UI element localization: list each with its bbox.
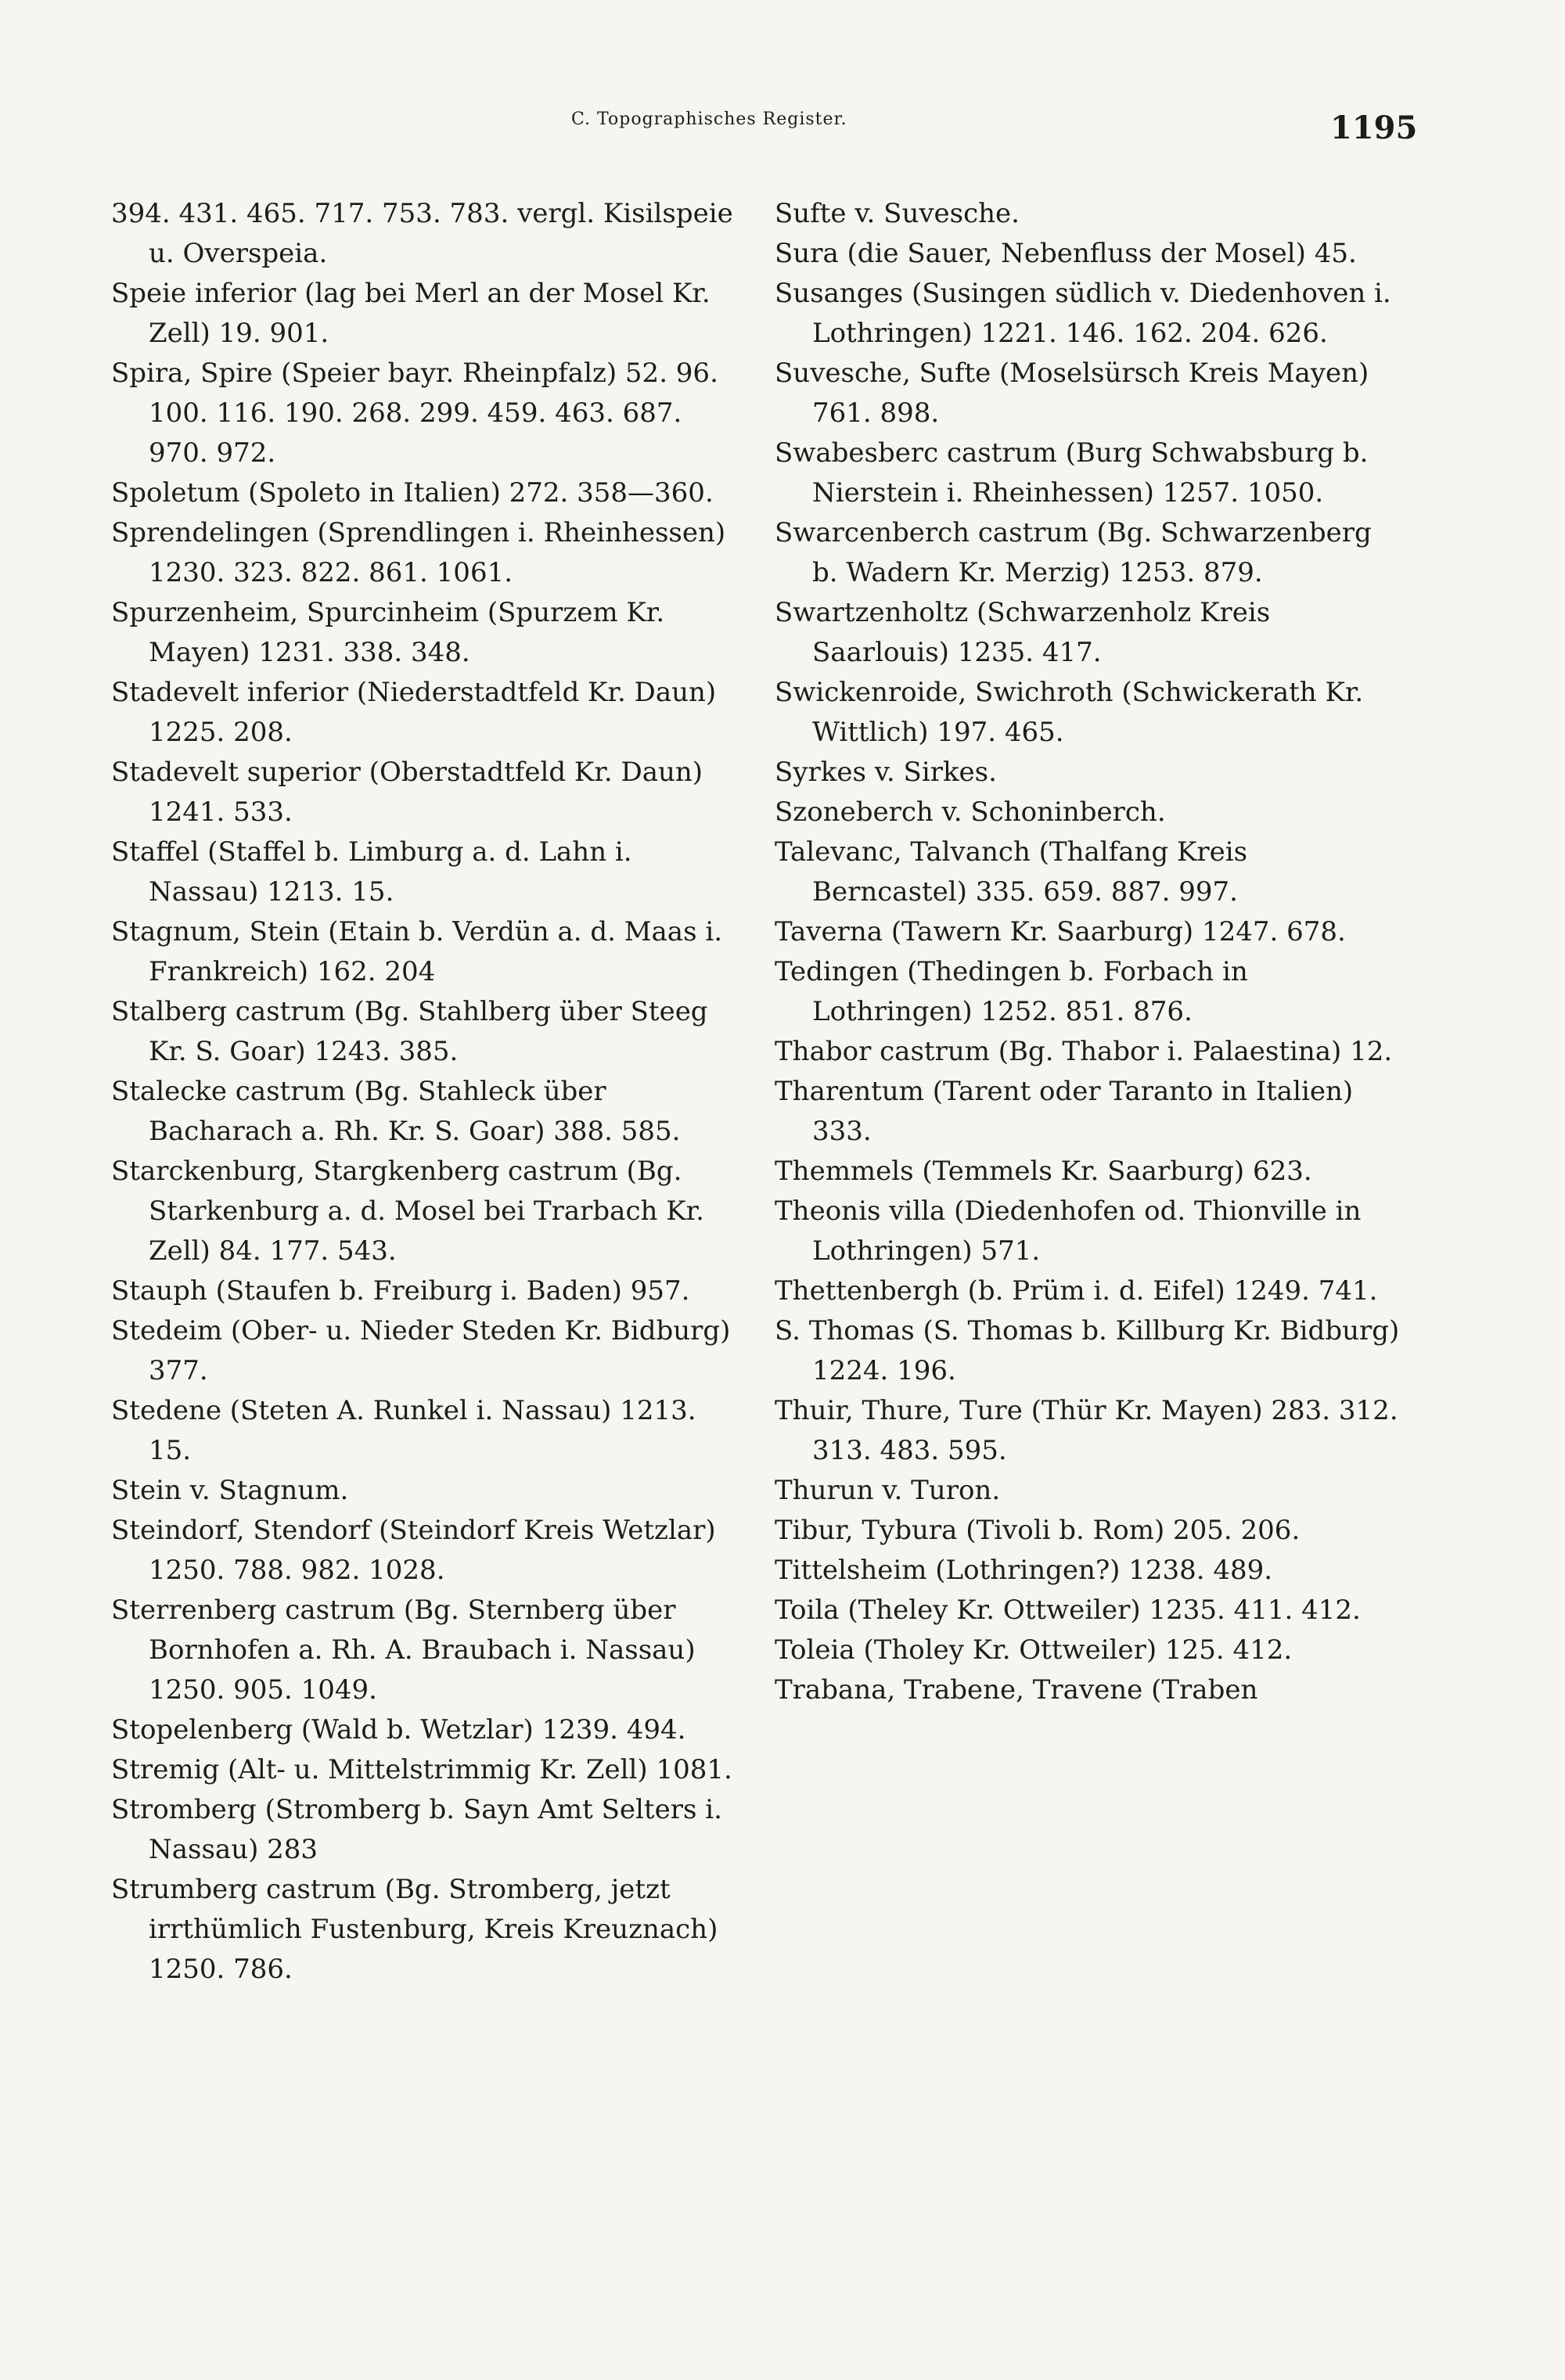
register-entry: Thurun v. Turon.	[775, 1475, 1001, 1506]
register-entry: Stauph (Staufen b. Freiburg i. Baden) 957.	[111, 1275, 690, 1307]
page-header	[0, 110, 1565, 172]
register-entry: Sufte v. Suvesche.	[775, 198, 1020, 229]
register-entry: Stadevelt inferior (Niederstadtfeld Kr. Daun) 1225. 208.	[111, 677, 717, 748]
register-entry: Thabor castrum (Bg. Thabor i. Palaestina) 12.	[775, 1036, 1393, 1067]
register-entry: Spira, Spire (Speier bayr. Rheinpfalz) 52. 96. 100. 116. 190. 268. 299. 459. 463. 687. 970. 972.	[111, 358, 718, 469]
register-entry: Stedene (Steten A. Runkel i. Nassau) 1213. 15.	[111, 1395, 696, 1466]
register-entry: Stopelenberg (Wald b. Wetzlar) 1239. 494.	[111, 1714, 686, 1745]
register-entry: Sterrenberg castrum (Bg. Sternberg über Bornhofen a. Rh. A. Braubach i. Nassau) 1250. 905. 1049.	[111, 1594, 696, 1706]
register-entry: Suvesche, Sufte (Moselsürsch Kreis Mayen) 761. 898.	[775, 358, 1369, 429]
register-entry: Sprendelingen (Sprendlingen i. Rheinhessen) 1230. 323. 822. 861. 1061.	[111, 517, 726, 588]
register-entry: S. Thomas (S. Thomas b. Killburg Kr. Bidburg) 1224. 196.	[775, 1315, 1400, 1386]
register-entry: Spoletum (Spoleto in Italien) 272. 358—360.	[111, 477, 714, 509]
register-entry: Susanges (Susingen südlich v. Diedenhoven i. Lothringen) 1221. 146. 162. 204. 626.	[775, 278, 1391, 349]
register-entry: Speie inferior (lag bei Merl an der Mosel Kr. Zell) 19. 901.	[111, 278, 711, 349]
register-entry: Tharentum (Tarent oder Taranto in Italien) 333.	[775, 1076, 1354, 1147]
register-entry: Stalberg castrum (Bg. Stahlberg über Steeg Kr. S. Goar) 1243. 385.	[111, 996, 708, 1067]
register-entry: Spurzenheim, Spurcinheim (Spurzem Kr. Mayen) 1231. 338. 348.	[111, 597, 665, 668]
register-entry: Stalecke castrum (Bg. Stahleck über Bacharach a. Rh. Kr. S. Goar) 388. 585.	[111, 1076, 681, 1147]
register-entry: Szoneberch v. Schoninberch.	[775, 796, 1166, 828]
register-entry: Toila (Theley Kr. Ottweiler) 1235. 411. 412.	[775, 1594, 1361, 1626]
register-entry: Swickenroide, Swichroth (Schwickerath Kr. Wittlich) 197. 465.	[775, 677, 1364, 748]
register-entry: Thettenbergh (b. Prüm i. d. Eifel) 1249. 741.	[775, 1275, 1378, 1307]
register-entry: Stein v. Stagnum.	[111, 1475, 349, 1506]
register-entry: Swarcenberch castrum (Bg. Schwarzenberg b. Wadern Kr. Merzig) 1253. 879.	[775, 517, 1372, 588]
register-entry: Tedingen (Thedingen b. Forbach in Lothringen) 1252. 851. 876.	[775, 956, 1248, 1027]
register-entry: Tibur, Tybura (Tivoli b. Rom) 205. 206.	[775, 1515, 1301, 1546]
register-entry: Starckenburg, Stargkenberg castrum (Bg. Starkenburg a. d. Mosel bei Trarbach Kr. Zell) 84. 177. 543.	[111, 1156, 704, 1267]
register-entry: Thuir, Thure, Ture (Thür Kr. Mayen) 283. 312. 313. 483. 595.	[775, 1395, 1398, 1466]
register-entry: Staffel (Staffel b. Limburg a. d. Lahn i. Nassau) 1213. 15.	[111, 836, 632, 908]
register-entry: Strumberg castrum (Bg. Stromberg, jetzt irrthümlich Fustenburg, Kreis Kreuznach) 1250. 786.	[111, 1874, 718, 1985]
register-entry: Swabesberc castrum (Burg Schwabsburg b. Nierstein i. Rheinhessen) 1257. 1050.	[775, 437, 1369, 509]
register-entry: Stadevelt superior (Oberstadtfeld Kr. Daun) 1241. 533.	[111, 757, 703, 828]
register-entry: Stromberg (Stromberg b. Sayn Amt Selters i. Nassau) 283	[111, 1794, 722, 1865]
register-entry: 394. 431. 465. 717. 753. 783. vergl. Kisilspeie u. Overspeia.	[111, 198, 733, 269]
register-entry: Theonis villa (Diedenhofen od. Thionville in Lothringen) 571.	[775, 1195, 1362, 1267]
register-entry: Stedeim (Ober- u. Nieder Steden Kr. Bidburg) 377.	[111, 1315, 731, 1386]
register-entry: Stremig (Alt- u. Mittelstrimmig Kr. Zell) 1081.	[111, 1754, 732, 1785]
right-column	[775, 194, 1401, 1710]
register-entry: Trabana, Trabene, Travene (Traben	[775, 1674, 1258, 1706]
register-entry: Swartzenholtz (Schwarzenholz Kreis Saarlouis) 1235. 417.	[775, 597, 1271, 668]
register-entry: Toleia (Tholey Kr. Ottweiler) 125. 412.	[775, 1634, 1293, 1666]
page-number: 1195	[1330, 110, 1418, 146]
register-entry: Tittelsheim (Lothringen?) 1238. 489.	[775, 1555, 1273, 1586]
register-entry: Talevanc, Talvanch (Thalfang Kreis Berncastel) 335. 659. 887. 997.	[775, 836, 1248, 908]
register-entry: Stagnum, Stein (Etain b. Verdün a. d. Maas i. Frankreich) 162. 204	[111, 916, 723, 987]
section-title: C. Topographisches Register.	[571, 110, 847, 129]
register-entry: Steindorf, Stendorf (Steindorf Kreis Wetzlar) 1250. 788. 982. 1028.	[111, 1515, 716, 1586]
register-entry: Sura (die Sauer, Nebenfluss der Mosel) 45.	[775, 238, 1357, 269]
left-column	[111, 194, 741, 1990]
register-entry: Taverna (Tawern Kr. Saarburg) 1247. 678.	[775, 916, 1346, 947]
register-entry: Themmels (Temmels Kr. Saarburg) 623.	[775, 1156, 1312, 1187]
register-entry: Syrkes v. Sirkes.	[775, 757, 997, 788]
